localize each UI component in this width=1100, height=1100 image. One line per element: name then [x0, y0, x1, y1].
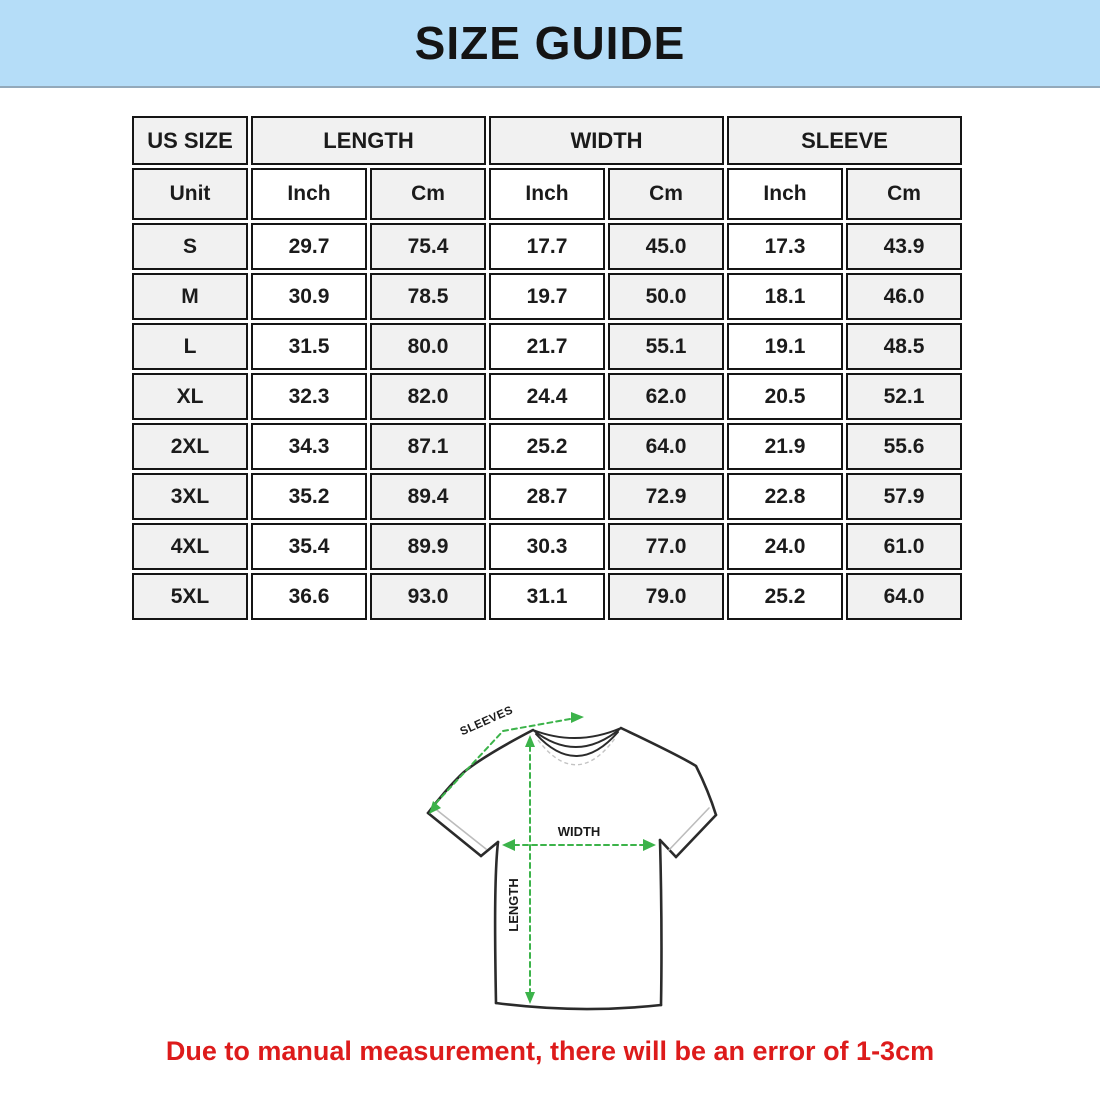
- value-cell: 19.1: [727, 323, 843, 370]
- value-cell: 29.7: [251, 223, 367, 270]
- value-cell: 61.0: [846, 523, 962, 570]
- value-cell: 19.7: [489, 273, 605, 320]
- size-cell: 2XL: [132, 423, 248, 470]
- value-cell: 28.7: [489, 473, 605, 520]
- value-cell: 24.0: [727, 523, 843, 570]
- value-cell: 31.1: [489, 573, 605, 620]
- value-cell: 77.0: [608, 523, 724, 570]
- tshirt-right-side: [660, 840, 661, 1005]
- value-cell: 52.1: [846, 373, 962, 420]
- sleeves-measure-line: [435, 719, 570, 804]
- value-cell: 46.0: [846, 273, 962, 320]
- sleeve-inch-header: Inch: [727, 168, 843, 220]
- col-header-length: LENGTH: [251, 116, 486, 165]
- unit-label-cell: Unit: [132, 168, 248, 220]
- size-cell: 5XL: [132, 573, 248, 620]
- table-row: [132, 223, 962, 270]
- value-cell: 25.2: [489, 423, 605, 470]
- table-row: [132, 473, 962, 520]
- value-cell: 21.9: [727, 423, 843, 470]
- size-table-body: [132, 223, 962, 620]
- length-label: LENGTH: [506, 878, 521, 932]
- value-cell: 87.1: [370, 423, 486, 470]
- value-cell: 78.5: [370, 273, 486, 320]
- page-title: SIZE GUIDE: [414, 17, 686, 69]
- value-cell: 43.9: [846, 223, 962, 270]
- value-cell: 45.0: [608, 223, 724, 270]
- size-cell: 3XL: [132, 473, 248, 520]
- length-inch-header: Inch: [251, 168, 367, 220]
- value-cell: 75.4: [370, 223, 486, 270]
- table-row: [132, 523, 962, 570]
- col-header-width: WIDTH: [489, 116, 724, 165]
- sleeves-label: SLEEVES: [458, 704, 516, 739]
- tshirt-diagram: [408, 693, 792, 1045]
- size-guide-banner: [0, 0, 1100, 88]
- value-cell: 17.7: [489, 223, 605, 270]
- value-cell: 62.0: [608, 373, 724, 420]
- length-arrow-bottom-icon: [525, 992, 535, 1004]
- table-row: [132, 373, 962, 420]
- tshirt-left-cuff: [428, 813, 481, 856]
- value-cell: 89.4: [370, 473, 486, 520]
- size-cell: XL: [132, 373, 248, 420]
- value-cell: 34.3: [251, 423, 367, 470]
- size-cell: 4XL: [132, 523, 248, 570]
- col-header-us-size: US SIZE: [132, 116, 248, 165]
- unit-header-row: [132, 168, 962, 220]
- tshirt-right-sleeve-outline: [621, 728, 716, 815]
- value-cell: 80.0: [370, 323, 486, 370]
- value-cell: 24.4: [489, 373, 605, 420]
- table-row: [132, 323, 962, 370]
- width-arrow-left-icon: [502, 839, 515, 851]
- size-cell: S: [132, 223, 248, 270]
- value-cell: 64.0: [846, 573, 962, 620]
- col-header-sleeve: SLEEVE: [727, 116, 962, 165]
- measurement-disclaimer: Due to manual measurement, there will be an error of 1-3cm: [165, 1036, 935, 1066]
- tshirt-left-side: [495, 842, 498, 1003]
- value-cell: 93.0: [370, 573, 486, 620]
- value-cell: 55.6: [846, 423, 962, 470]
- value-cell: 48.5: [846, 323, 962, 370]
- tshirt-right-underarm: [660, 840, 676, 857]
- value-cell: 17.3: [727, 223, 843, 270]
- value-cell: 20.5: [727, 373, 843, 420]
- value-cell: 82.0: [370, 373, 486, 420]
- value-cell: 21.7: [489, 323, 605, 370]
- table-row: [132, 573, 962, 620]
- length-arrow-top-icon: [525, 735, 535, 747]
- value-cell: 64.0: [608, 423, 724, 470]
- value-cell: 22.8: [727, 473, 843, 520]
- sleeve-cm-header: Cm: [846, 168, 962, 220]
- tshirt-left-underarm: [481, 842, 498, 856]
- tshirt-hem: [496, 1003, 661, 1009]
- value-cell: 18.1: [727, 273, 843, 320]
- tshirt-svg: [408, 693, 792, 1045]
- width-label: WIDTH: [557, 824, 601, 839]
- group-header-row: [132, 116, 962, 165]
- tshirt-left-cuff-seam: [433, 807, 486, 849]
- value-cell: 30.3: [489, 523, 605, 570]
- value-cell: 35.2: [251, 473, 367, 520]
- value-cell: 30.9: [251, 273, 367, 320]
- value-cell: 57.9: [846, 473, 962, 520]
- value-cell: 36.6: [251, 573, 367, 620]
- width-arrow-right-icon: [643, 839, 656, 851]
- sleeves-arrow-top-icon: [571, 712, 584, 723]
- value-cell: 32.3: [251, 373, 367, 420]
- value-cell: 72.9: [608, 473, 724, 520]
- size-cell: M: [132, 273, 248, 320]
- value-cell: 50.0: [608, 273, 724, 320]
- value-cell: 35.4: [251, 523, 367, 570]
- size-guide-table: [129, 113, 965, 623]
- value-cell: 31.5: [251, 323, 367, 370]
- length-cm-header: Cm: [370, 168, 486, 220]
- value-cell: 25.2: [727, 573, 843, 620]
- width-cm-header: Cm: [608, 168, 724, 220]
- tshirt-left-sleeve-outline: [428, 730, 533, 813]
- value-cell: 89.9: [370, 523, 486, 570]
- width-inch-header: Inch: [489, 168, 605, 220]
- size-cell: L: [132, 323, 248, 370]
- value-cell: 79.0: [608, 573, 724, 620]
- table-row: [132, 423, 962, 470]
- value-cell: 55.1: [608, 323, 724, 370]
- table-row: [132, 273, 962, 320]
